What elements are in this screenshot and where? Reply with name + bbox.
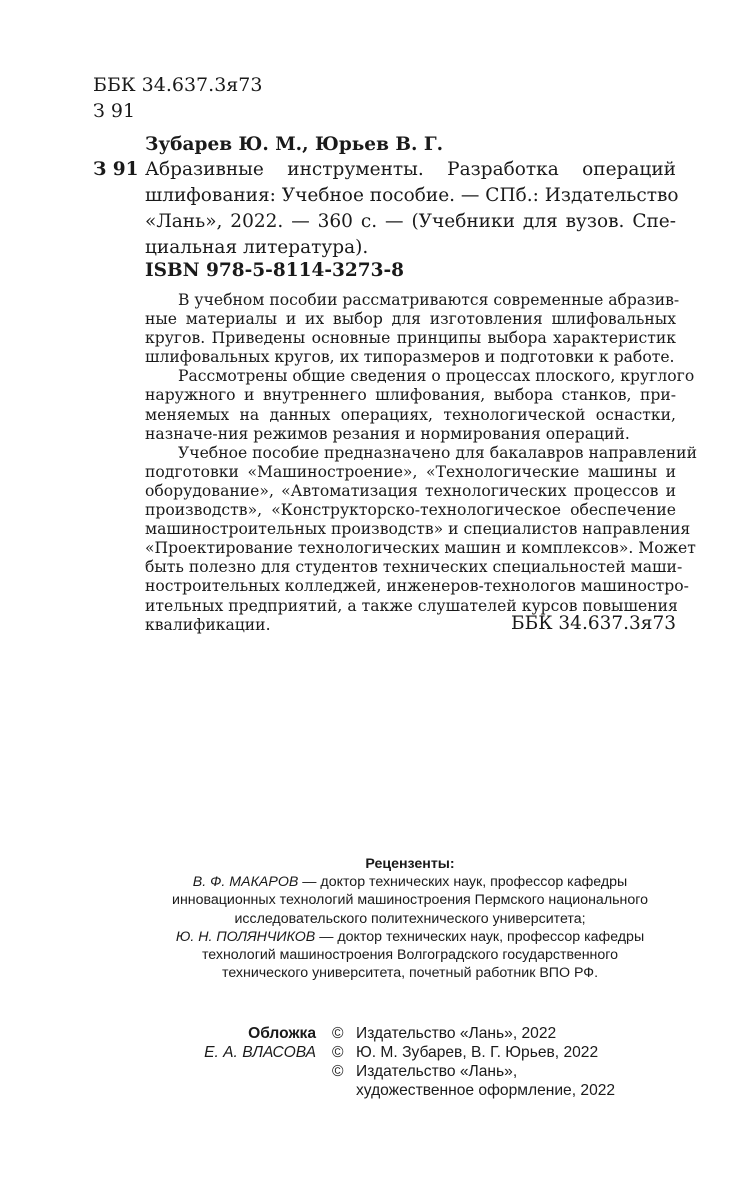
copyright-line <box>332 1062 615 1081</box>
abstract-line: квалификации. <box>145 615 271 634</box>
abstract-line: меняемых на данных операциях, технологической оснастки, <box>145 405 676 424</box>
abstract-line: Рассмотрены общие сведения о процессах плоского, круглого <box>178 367 695 386</box>
abstract-line: ностроительных колледжей, инженеров-технологов машиностро- <box>145 577 689 596</box>
abstract-line: оборудование», «Автоматизация технологических процессов и <box>145 481 676 500</box>
abstract-line: шлифовальных кругов, их типоразмеров и подготовки к работе. <box>145 348 675 367</box>
reviewers-title: Рецензенты: <box>365 856 455 872</box>
biblio-line: Абразивные инструменты. Разработка операций <box>145 159 676 180</box>
abstract <box>145 291 697 635</box>
biblio-line: шлифования: Учебное пособие. — СПб.: Издательство <box>145 185 679 206</box>
abstract-line: быть полезно для студентов технических специальностей маши- <box>145 558 683 577</box>
abstract-line: наружного и внутреннего шлифования, выбора станков, при- <box>145 386 676 405</box>
cover-credit <box>204 1024 316 1062</box>
copyright-block <box>332 1024 615 1100</box>
bibliographic-description <box>145 157 679 261</box>
cover-label: Обложка <box>248 1025 316 1042</box>
abstract-line: машиностроительных производств» и специалистов направления <box>145 520 691 539</box>
abstract-line: Учебное пособие предназначено для бакалавров направлений <box>178 443 697 462</box>
reviewers-block <box>150 855 670 982</box>
abstract-line: подготовки «Машиностроение», «Технологические машины и <box>145 462 676 481</box>
author-mark: З 91 <box>93 159 139 180</box>
copyright-icon: © <box>332 1044 344 1061</box>
copyright-continuation: художественное оформление, 2022 <box>356 1082 616 1099</box>
reviewer-1-affiliation: исследовательского политехнического университета; <box>234 910 586 927</box>
abstract-line: В учебном пособии рассматриваются современные абразив- <box>178 291 680 309</box>
copyright-line <box>332 1024 615 1043</box>
reviewer-1-affiliation: инновационных технологий машиностроения Пермского национального <box>172 892 648 909</box>
abstract-line: назначе-ния режимов резания и нормирования операций. <box>145 424 630 443</box>
bbk-classification-top: ББК 34.637.3я73 <box>93 74 263 96</box>
copyright-text: Издательство «Лань», 2022 <box>356 1025 557 1042</box>
cover-designer: Е. А. ВЛАСОВА <box>204 1044 316 1061</box>
reviewer-2-credentials: — доктор технических наук, профессор кафедры <box>315 928 645 945</box>
reviewer-2-name: Ю. Н. ПОЛЯНЧИКОВ <box>175 928 316 945</box>
reviewer-1-credentials: — доктор технических наук, профессор кафедры <box>298 874 628 891</box>
reviewer-2-affiliation: технического университета, почетный работник ВПО РФ. <box>221 965 599 982</box>
copyright-text: Ю. М. Зубарев, В. Г. Юрьев, 2022 <box>356 1044 599 1061</box>
copyright-line <box>332 1043 615 1062</box>
abstract-line: ительных предприятий, а также слушателей курсов повышения <box>145 596 678 615</box>
bbk-classification-bottom: ББК 34.637.3я73 <box>511 613 676 634</box>
copyright-text: Издательство «Лань», <box>356 1063 518 1080</box>
author-mark-top: З 91 <box>93 100 136 122</box>
authors: Зубарев Ю. М., Юрьев В. Г. <box>145 134 444 155</box>
abstract-line: кругов. Приведены основные принципы выбора характеристик <box>145 329 676 348</box>
reviewer-1-name: В. Ф. МАКАРОВ <box>192 874 299 891</box>
reviewer-1-line <box>150 873 670 891</box>
biblio-line: «Лань», 2022. — 360 с. — (Учебники для вузов. Спе- <box>145 211 676 232</box>
reviewer-2-line <box>150 928 670 946</box>
copyright-icon: © <box>332 1063 344 1080</box>
copyright-icon: © <box>332 1025 344 1042</box>
biblio-line: циальная литература). <box>145 237 369 258</box>
abstract-line: «Проектирование технологических машин и комплексов». Может <box>145 539 696 558</box>
abstract-line: ные материалы и их выбор для изготовления шлифовальных <box>145 310 676 329</box>
reviewer-2-affiliation: технологий машиностроения Волгоградского государственного <box>201 947 619 964</box>
isbn: ISBN 978-5-8114-3273-8 <box>145 260 405 281</box>
abstract-line: производств», «Конструкторско-технологическое обеспечение <box>145 501 676 520</box>
